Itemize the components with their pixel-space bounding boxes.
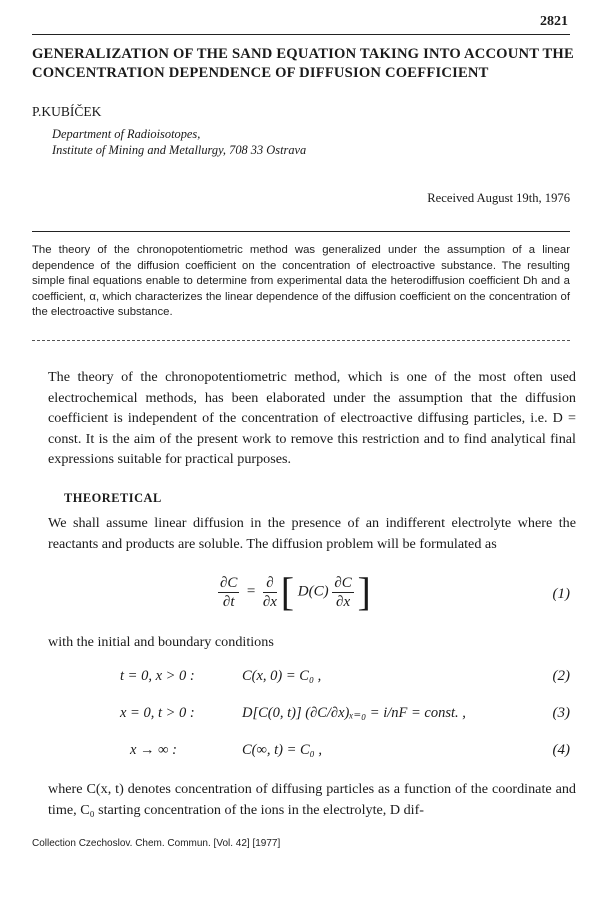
affiliation-department: Department of Radioisotopes, [52,127,201,141]
received-date: Received August 19th, 1976 [427,191,570,205]
eq3-lhs: x = 0, t > 0 : [120,705,195,721]
eq3-rhs: D[C(0, t)] (∂C/∂x)ₓ₌₀ = i/nF = const. , [242,705,466,721]
eq2-rhs: C(x, 0) = C₀ , [242,668,322,684]
eq1-inner-fraction: $\frac{\partial C}{\partial x}$ [334,574,352,610]
article-title: GENERALIZATION OF THE SAND EQUATION TAKING INTO ACCOUNT THE CONCENTRATION DEPENDENCE OF DIFFUSION COEFFICIENT [32,46,574,81]
closing-paragraph: where C(x, t) denotes concentration of diffusing particles as a function of the coordinate and time, C₀ starting concentration of the ions in the electrolyte, D dif- [48,781,576,818]
header-rule [32,34,570,35]
eq4-rhs: C(∞, t) = C₀ , [242,742,322,758]
section-heading: THEORETICAL [64,491,162,505]
abstract-text: The theory of the chronopotentiometric method was generalized under the assumption of a linear dependence of the diffusion coefficient on the concentration of electroactive substance. The resulting simple final equations enable to determine from experimental data the heterodiffusion coefficient Dh and a coefficient, α, which characterizes the linear dependence of the diffusion coefficient on the concentration of the electroactive substance. [32,244,570,319]
conditions-intro: with the initial and boundary conditions [48,634,274,650]
equation-1-number: (1) [552,586,570,602]
eq1-operator-fraction: $\frac{\partial}{\partial x}$ [262,574,277,610]
page-number: 2821 [540,14,568,29]
eq1-lhs-fraction: $\frac{\partial C}{\partial t}$ [220,574,238,610]
affiliation [52,126,306,158]
section-paragraph: We shall assume linear diffusion in the presence of an indifferent electrolyte where the reactants and products are soluble. The diffusion problem will be formulated as [48,515,576,552]
equation-3-number: (3) [552,705,570,721]
equation-4-number: (4) [552,742,570,758]
intro-paragraph: The theory of the chronopotentiometric method, which is one of the most often used electrochemical methods, has been elaborated under the assumption that the diffusion coefficient is independent of the concentration of electroactive diffusing particles, i.e. D = const. It is the aim of the present work to remove this restriction and to find analytical final expressions suitable for practical purposes. [48,369,576,467]
abstract-top-rule [32,231,570,232]
author-name: P.KUBÍČEK [32,104,102,119]
abstract-bottom-rule [32,340,570,341]
eq2-lhs: t = 0, x > 0 : [120,668,195,684]
eq4-lhs: x → ∞ : [130,742,177,758]
equation-2-number: (2) [552,668,570,684]
affiliation-institute: Institute of Mining and Metallurgy, 708 33 Ostrava [52,143,307,157]
equation-1: $\frac{\partial C}{\partial t}$ = $\frac{\partial}{\partial x}$ [ D(C) $\frac{\partial C}{\partial x}$ ] [220,569,371,614]
journal-footer: Collection Czechoslov. Chem. Commun. [Vol. 42] [1977] [32,838,281,849]
